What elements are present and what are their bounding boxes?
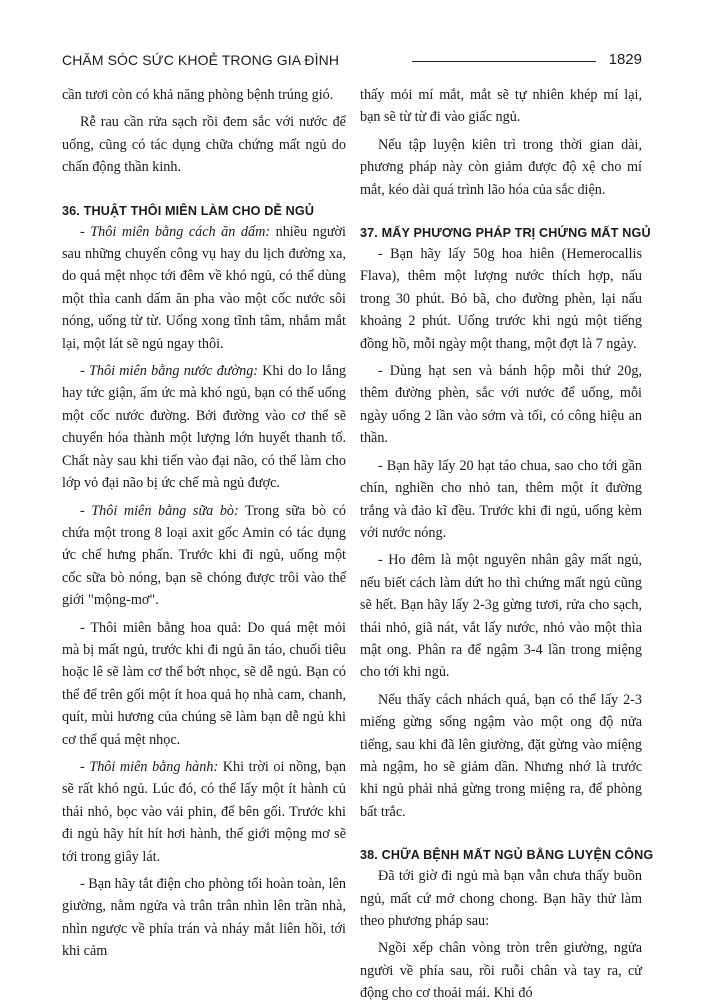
right-column (360, 84, 654, 1005)
paragraph: - Thôi miên bằng nước đường: Khi do lo lắng hay tức giận, ấm ức mà khó ngủ, bạn có thể uống một cốc nước đường. Bởi đường vào cơ thể sẽ chuyển hóa thành một lượng lớn huyết thanh tố. Chất này sau khi tiến vào đại não, có thể làm cho lớp vỏ đại não bị ức chế mà ngủ được. (62, 363, 347, 492)
paragraph: - Thôi miên bằng cách ăn dấm: nhiều người sau những chuyến công vụ hay du lịch đường xa, do quá mệt nhọc tới đêm về khó ngủ, có thể dùng một thìa canh dấm ăn pha vào một cốc nước sôi nóng, uống từ từ. Uống xong tĩnh tâm, nhắm mắt lại, một lát sẽ ngủ ngay thôi. (62, 223, 347, 352)
paragraph: Rễ rau cần rửa sạch rồi đem sắc với nước để uống, cũng có tác dụng chữa chứng mất ngủ do chấn động thần kinh. (62, 114, 346, 176)
paragraph: - Ho đêm là một nguyên nhân gây mất ngủ, nếu biết cách làm dứt ho thì chứng mất ngủ cũng sẽ hết. Bạn hãy lấy 2-3g gừng tươi, rửa cho sạch, thái nhỏ, giã nát, vắt lấy nước, nhỏ vào một thìa mật ong. Phân ra để ngậm 3-4 lần trong miệng cho tới khi ngủ. (360, 552, 642, 681)
paragraph: - Thôi miên bằng sữa bò: Trong sữa bò có chứa một trong 8 loại axit gốc Amin có tác dụng ức chế hưng phấn. Trước khi đi ngủ, uống một cốc sữa bò nóng, bạn sẽ chóng được trôi vào thế giới "mộng-mơ". (62, 502, 346, 609)
paragraph: thấy mỏi mí mắt, mắt sẽ tự nhiên khép mí lại, bạn sẽ từ từ đi vào giấc ngủ. (360, 87, 642, 126)
method-label: - Thôi miên bằng nước đường: (80, 363, 259, 380)
header-rule (412, 61, 596, 62)
running-title: CHĂM SÓC SỨC KHOẺ TRONG GIA ĐÌNH (62, 52, 340, 68)
method-label: - Thôi miên bằng cách ăn dấm: (80, 223, 271, 240)
method-label: - Thôi miên bằng hành: (80, 758, 219, 775)
paragraph: - Bạn hãy lấy 20 hạt táo chua, sao cho tới gần chín, nghiền cho nhỏ tan, thêm một ít đường trắng và đảo kĩ đều. Trước khi đi ngủ, uống kèm với nước nóng. (360, 457, 642, 541)
section-heading-36: 36. THUẬT THÔI MIÊN LÀM CHO DỄ NGỦ (62, 203, 315, 218)
paragraph: Đã tới giờ đi ngủ mà bạn vẫn chưa thấy buồn ngủ, mất cứ mở chong chong. Bạn hãy thử làm theo phương pháp sau: (360, 868, 642, 929)
method-label: - Thôi miên bằng sữa bò: (80, 502, 239, 519)
paragraph: - Thôi miên bằng hành: Khi trời oi nồng, bạn sẽ rất khó ngủ. Lúc đó, có thể lấy một ít hành củ thái nhỏ, bọc vào vải phin, để bên gối. Trước khi đi ngủ hãy hít hít hơi hành, thế giới mộng mơ sẽ tới trong giây lát. (62, 758, 346, 865)
paragraph: cần tươi còn có khả năng phòng bệnh trúng gió. (62, 87, 334, 103)
left-column (62, 84, 346, 963)
paragraph: Ngồi xếp chân vòng tròn trên giường, ngửa người về phía sau, rồi ruỗi chân và tay ra, cử động cho cơ thoải mái. Khi đó (360, 940, 642, 1002)
page-header (62, 50, 642, 74)
paragraph: - Bạn hãy lấy 50g hoa hiên (Hemerocallis Flava), thêm một lượng nước thích hợp, nấu trong 30 phút. Bỏ bã, cho đường phèn, lại nấu khoảng 2 phút. Uống trước khi ngủ một tiếng đồng hồ, mỗi ngày một thang, một đợt là 7 ngày. (360, 246, 642, 352)
paragraph: Nếu thấy cách nhách quá, bạn có thể lấy 2-3 miếng gừng sống ngậm vào một ong độ nửa tiếng, sau khi đã lên giường, đặt gừng vào miệng mà ngậm, ho sẽ giảm dần. Nhưng nhớ là trước khi ngủ phải nhả gừng trong miệng ra, để phòng bất trắc. (360, 691, 642, 820)
section-heading-38: 38. CHỮA BỆNH MẤT NGỦ BẰNG LUYỆN CÔNG (360, 848, 654, 863)
paragraph: - Bạn hãy tắt điện cho phòng tối hoàn toàn, lên giường, nằm ngửa và trân trân nhìn lên trần nhà, nhìn ngược về phía trán và nháy mắt liên hồi, tới khi cảm (62, 876, 346, 960)
paragraph: - Dùng hạt sen và bánh hộp mỗi thứ 20g, thêm đường phèn, sắc với nước để uống, mỗi ngày uống 2 lần vào sớm và tối, có công hiệu an thần. (360, 363, 642, 447)
paragraph: Nếu tập luyện kiên trì trong thời gian dài, phương pháp này còn giảm được độ xệ cho mí mắt, kéo dài quá trình lão hóa của sắc diện. (360, 136, 642, 198)
page-number: 1829 (608, 51, 642, 68)
paragraph: - Thôi miên bằng hoa quả: Do quá mệt mỏi mà bị mất ngủ, trước khi đi ngủ ăn táo, chuối tiêu hoặc lê sẽ làm cơ thể bớt nhọc, sẽ dễ ngủ. Bạn có thể để trên gối một ít hoa quả họ nhà cam, chanh, quít, mùi hương của chúng sẽ làm bạn dễ ngủ khi cơ thể quá mệt nhọc. (62, 619, 346, 748)
section-heading-37: 37. MẤY PHƯƠNG PHÁP TRỊ CHỨNG MẤT NGỦ (360, 226, 651, 241)
